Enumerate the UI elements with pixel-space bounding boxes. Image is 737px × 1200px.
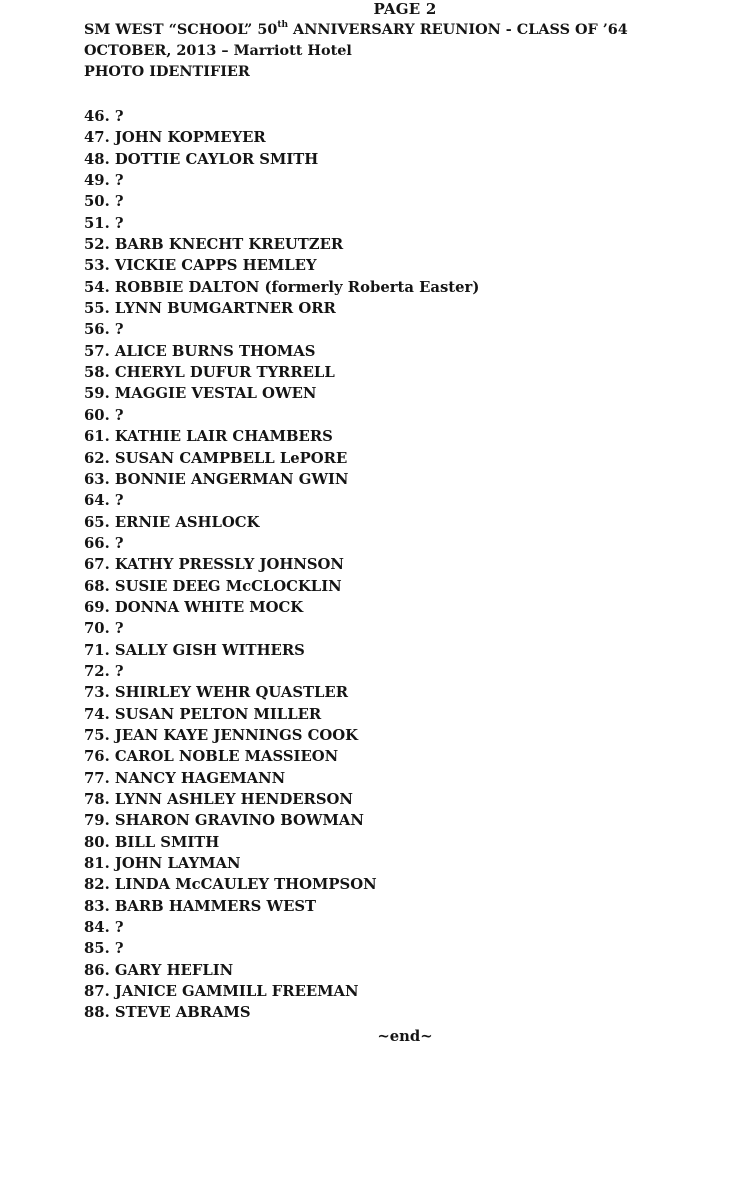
list-item: 61. KATHIE LAIR CHAMBERS (84, 428, 333, 446)
list-item: 46. ? (84, 108, 124, 125)
list-item: 82. LINDA McCAULEY THOMPSON (84, 876, 377, 894)
header-date-line: OCTOBER, 2013 – Marriott Hotel (84, 42, 352, 59)
list-item: 49. ? (84, 172, 124, 190)
list-item: 55. LYNN BUMGARTNER ORR (84, 300, 336, 318)
list-item: 47. JOHN KOPMEYER (84, 129, 266, 147)
list-item: 74. SUSAN PELTON MILLER (84, 705, 322, 723)
header-title-line (84, 19, 628, 40)
list-item: 80. BILL SMITH (84, 833, 220, 851)
list-item: 79. SHARON GRAVINO BOWMAN (84, 812, 364, 830)
list-item: 85. ? (84, 940, 124, 958)
list-item: 64. ? (84, 492, 124, 510)
list-item: 78. LYNN ASHLEY HENDERSON (84, 791, 353, 808)
list-item: 70. ? (84, 620, 124, 638)
list-item: 59. MAGGIE VESTAL OWEN (84, 385, 317, 403)
list-item: 56. ? (84, 321, 124, 339)
photo-identifier-list (84, 106, 479, 1024)
list-item: 52. BARB KNECHT KREUTZER (84, 236, 344, 254)
header-subtitle-line: PHOTO IDENTIFIER (84, 63, 250, 80)
list-item: 53. VICKIE CAPPS HEMLEY (84, 257, 317, 275)
list-item: 84. ? (84, 919, 124, 937)
list-item: 77. NANCY HAGEMANN (84, 769, 286, 787)
list-item: 57. ALICE BURNS THOMAS (84, 342, 316, 360)
list-item: 75. JEAN KAYE JENNINGS COOK (84, 726, 358, 744)
header-title-suffix: ANNIVERSARY REUNION - CLASS OF ’64 (288, 21, 628, 38)
list-item: 66. ? (84, 534, 124, 552)
list-item: 69. DONNA WHITE MOCK (84, 598, 304, 616)
list-item: 51. ? (84, 214, 124, 232)
list-item: 60. ? (84, 406, 124, 424)
header-title-superscript: th (277, 20, 289, 31)
list-item: 76. CAROL NOBLE MASSIEON (84, 748, 339, 766)
list-item: 54. ROBBIE DALTON (formerly Roberta Easter) (84, 278, 480, 296)
list-item: 50. ? (84, 193, 124, 211)
list-item: 48. DOTTIE CAYLOR SMITH (84, 150, 319, 168)
page-number: PAGE 2 (373, 0, 437, 18)
list-item: 87. JANICE GAMMILL FREEMAN (84, 983, 359, 1001)
list-item: 73. SHIRLEY WEHR QUASTLER (84, 684, 348, 702)
list-item: 88. STEVE ABRAMS (84, 1004, 251, 1022)
list-item: 71. SALLY GISH WITHERS (84, 641, 305, 659)
list-item: 67. KATHY PRESSLY JOHNSON (84, 556, 344, 574)
list-item: 86. GARY HEFLIN (84, 961, 234, 979)
list-item: 65. ERNIE ASHLOCK (84, 513, 260, 531)
list-item: 63. BONNIE ANGERMAN GWIN (84, 470, 349, 488)
list-item: 81. JOHN LAYMAN (84, 855, 241, 873)
list-item: 62. SUSAN CAMPBELL LePORE (84, 449, 348, 467)
document-header (84, 19, 628, 82)
list-item: 72. ? (84, 662, 124, 680)
list-item: 83. BARB HAMMERS WEST (84, 897, 317, 915)
list-item: 68. SUSIE DEEG McCLOCKLIN (84, 577, 342, 595)
header-title-prefix: SM WEST “SCHOOL” 50 (84, 21, 278, 38)
end-mark: ~end~ (377, 1028, 433, 1045)
list-item: 58. CHERYL DUFUR TYRRELL (84, 364, 335, 382)
